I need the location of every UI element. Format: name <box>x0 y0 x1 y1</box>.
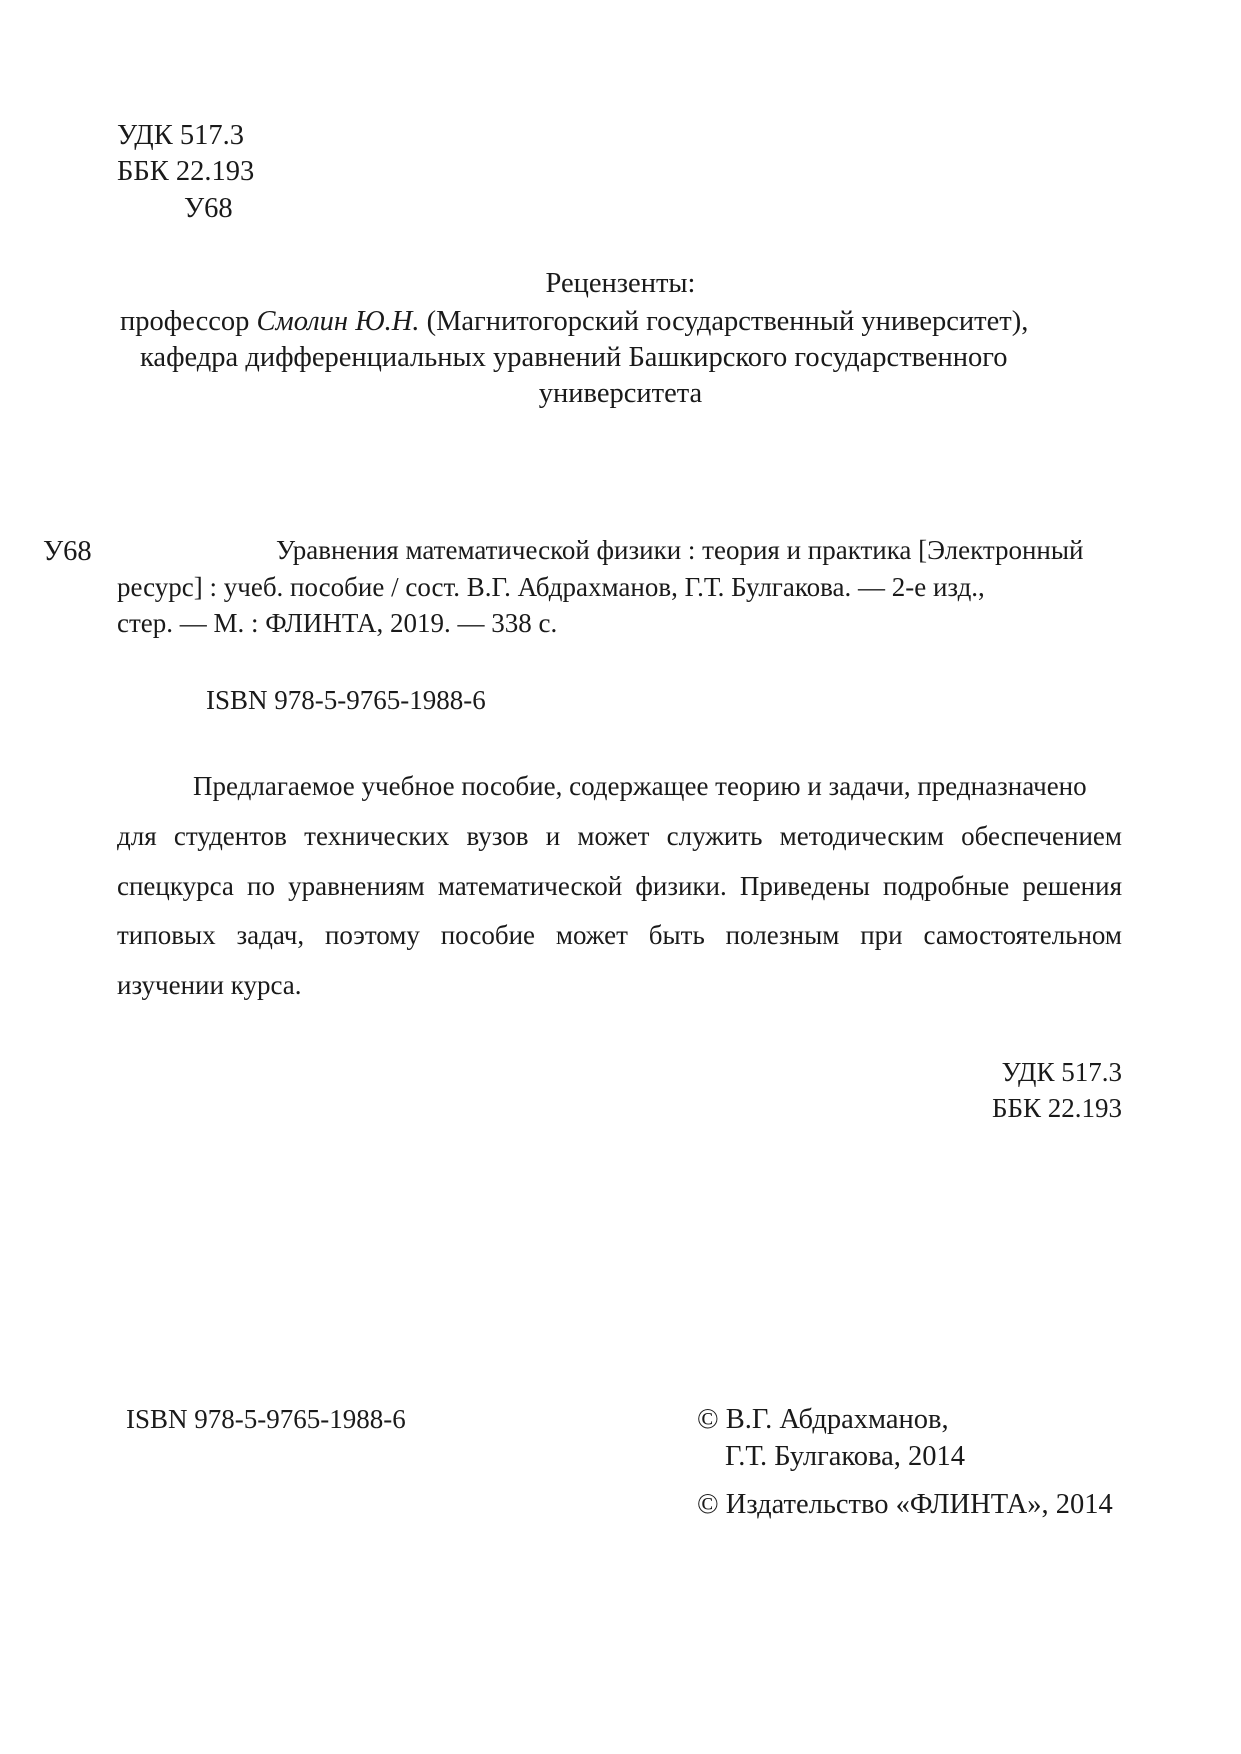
bbk-bottom: ББК 22.193 <box>991 1093 1122 1123</box>
copyright-publisher: © Издательство «ФЛИНТА», 2014 <box>697 1489 1113 1520</box>
udk-bottom: УДК 517.3 <box>1001 1057 1122 1087</box>
reviewers-line-3: университета <box>538 378 703 409</box>
isbn-entry: ISBN 978-5-9765-1988-6 <box>206 685 486 715</box>
bib-line-2: ресурс] : учеб. пособие / сост. В.Г. Абдрахманов, Г.Т. Булгакова. — 2-е изд., <box>117 572 985 602</box>
annotation-line-5: изучении курса. <box>117 970 302 1000</box>
bib-line-1: Уравнения математической физики : теория и практика [Электронный <box>276 535 1084 565</box>
reviewers-heading: Рецензенты: <box>545 268 696 299</box>
annotation-line-2: для студентов технических вузов и может служить методическим обеспечением <box>117 821 1122 851</box>
annotation-line-1: Предлагаемое учебное пособие, содержащее теорию и задачи, предназначено <box>193 771 1087 801</box>
reviewer-affiliation: (Магнитогорский государственный университет), <box>419 306 1029 337</box>
reviewers-line-1 <box>120 308 1028 337</box>
author-mark-entry: У68 <box>43 536 92 567</box>
author-mark-top: У68 <box>184 193 233 224</box>
bbk-top: ББК 22.193 <box>117 156 255 187</box>
bib-line-3: стер. — М. : ФЛИНТА, 2019. — 338 с. <box>117 608 558 638</box>
copyright-authors-line-2: Г.Т. Булгакова, 2014 <box>725 1441 966 1472</box>
udk-top: УДК 517.3 <box>117 120 244 151</box>
copyright-authors-line-1: © В.Г. Абдрахманов, <box>697 1404 949 1435</box>
annotation-line-4: типовых задач, поэтому пособие может быть полезным при самостоятельном <box>117 920 1122 950</box>
reviewers-line-2: кафедра дифференциальных уравнений Башкирского государственного <box>140 342 1008 373</box>
reviewer-title: профессор <box>120 306 257 337</box>
reviewer-name: Смолин Ю.Н. <box>256 306 420 337</box>
annotation-line-3: спецкурса по уравнениям математической физики. Приведены подробные решения <box>117 871 1122 901</box>
isbn-footer: ISBN 978-5-9765-1988-6 <box>126 1404 406 1434</box>
